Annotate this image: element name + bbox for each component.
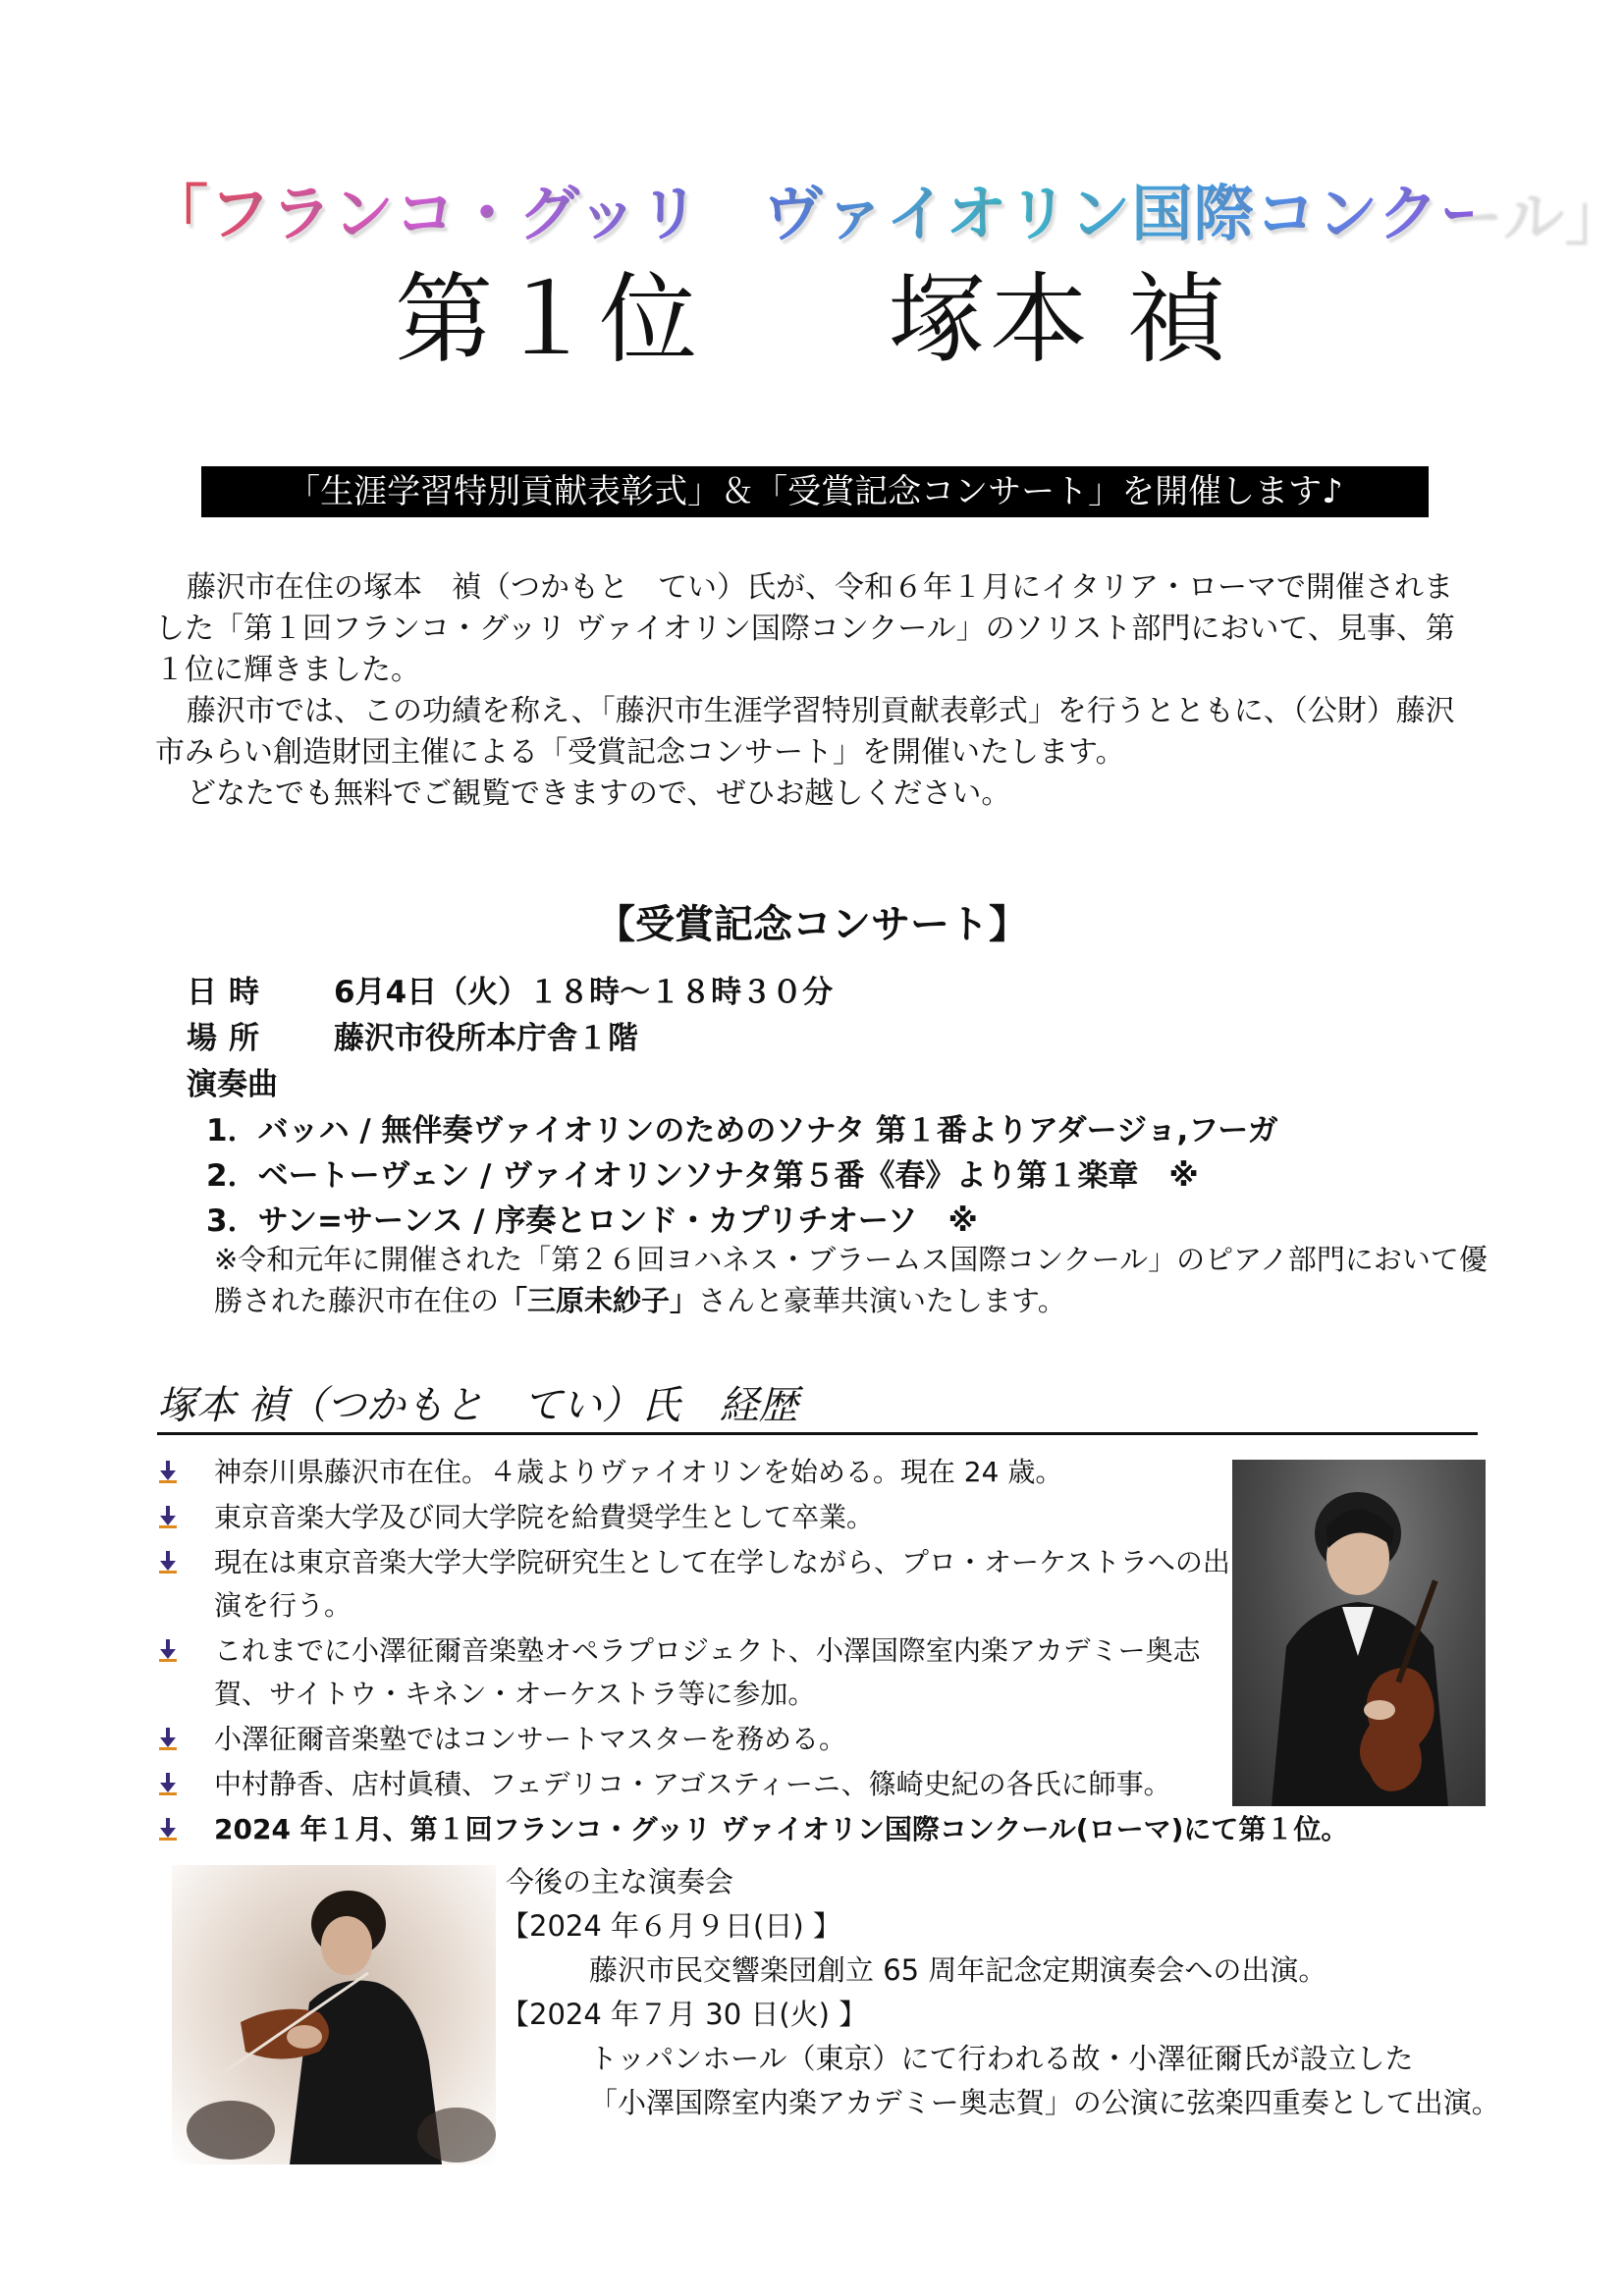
list-item: 中村静香、店村眞積、フェデリコ・アゴスティーニ、篠崎史紀の各氏に師事。 [157, 1763, 1237, 1806]
performance-photo [172, 1865, 496, 2164]
event-1-desc: 藤沢市民交響楽団創立 65 周年記念定期演奏会への出演。 [589, 1953, 1327, 1987]
concert-date [187, 967, 833, 1011]
list-item: これまでに小澤征爾音楽塾オペラプロジェクト、小澤国際室内楽アカデミー奥志賀、サイトウ・キネン・オーケストラ等に参加。 [157, 1629, 1237, 1716]
program-piece-1: 1．バッハ / 無伴奏ヴァイオリンのためのソナタ 第１番よりアダージョ,フーガ [206, 1113, 1278, 1148]
violinist-performing-image [172, 1865, 496, 2164]
intro-paragraph: 藤沢市在住の塚本 禎（つかもと てい）氏が、令和６年１月にイタリア・ローマで開催されました「第１回フランコ・グッリ ヴァイオリン国際コンクール」のソリスト部門において、見事、第１位に輝きました。 [155, 570, 1455, 687]
date-value: 6月4日（火）１８時～１８時３０分 [334, 975, 834, 1010]
arrow-bullet-icon [157, 1637, 179, 1663]
arrow-bullet-icon [157, 1726, 179, 1751]
program-note [214, 1239, 1490, 1321]
violinist-portrait-image [1232, 1460, 1486, 1806]
arrow-bullet-icon [157, 1504, 179, 1529]
list-item: 小澤征爾音楽塾ではコンサートマスターを務める。 [157, 1718, 1237, 1761]
venue-label: 場所 [187, 1021, 271, 1056]
bio-list [157, 1451, 1349, 1853]
program-piece-3: 3．サン=サーンス / 序奏とロンド・カプリチオーソ ※ [206, 1203, 978, 1239]
arrow-bullet-icon [157, 1459, 179, 1484]
list-item: 神奈川県藤沢市在住。４歳よりヴァイオリンを始める。現在 24 歳。 [157, 1451, 1237, 1494]
competition-title: 「フランコ・グッリ ヴァイオリン国際コンクール」 [147, 165, 1473, 252]
intro-text [155, 567, 1471, 815]
list-item: 東京音楽大学及び同大学院を給費奨学生として卒業。 [157, 1496, 1237, 1539]
portrait-photo [1232, 1460, 1486, 1806]
award-place: 第１位 [395, 262, 702, 377]
event-2-desc-line1: トッパンホール（東京）にて行われる故・小澤征爾氏が設立した [589, 2042, 1414, 2075]
program-piece-2: 2．ベートーヴェン / ヴァイオリンソナタ第５番《春》より第１楽章 ※ [206, 1158, 1199, 1194]
intro-paragraph: どなたでも無料でご観覧できますので、ぜひお越しください。 [187, 776, 1011, 811]
event-1-date: 【2024 年６月９日(日) 】 [501, 1909, 841, 1943]
bio-title: 塚本 禎（つかもと てい）氏 経歴 [157, 1379, 1478, 1435]
intro-paragraph: 藤沢市では、この功績を称え、「藤沢市生涯学習特別貢献表彰式」を行うとともに、（公財）藤沢市みらい創造財団主催による「受賞記念コンサート」を開催いたします。 [155, 694, 1455, 770]
upcoming-heading: 今後の主な演奏会 [506, 1865, 734, 1898]
awardee-name: 塚本 禎 [888, 262, 1229, 377]
note-text-end: さんと豪華共演いたします。 [698, 1284, 1066, 1317]
concert-venue [187, 1013, 638, 1057]
concert-title: 【受賞記念コンサート】 [596, 902, 1028, 947]
event-2-desc-line2: 「小澤国際室内楽アカデミー奥志賀」の公演に弦楽四重奏として出演。 [589, 2086, 1500, 2119]
note-text: ※令和元年に開催された「第２６回ヨハネス・ブラームス国際コンクール」のピアノ部門において優勝された藤沢市在住の [214, 1243, 1488, 1317]
program-label: 演奏曲 [187, 1067, 278, 1102]
venue-value: 藤沢市役所本庁舎１階 [334, 1021, 638, 1056]
date-label: 日時 [187, 975, 271, 1010]
arrow-bullet-icon [157, 1816, 179, 1842]
award-heading [0, 240, 1624, 382]
event-2-date: 【2024 年７月 30 日(火) 】 [501, 1998, 868, 2031]
arrow-bullet-icon [157, 1771, 179, 1796]
event-banner: 「生涯学習特別貢献表彰式」＆「受賞記念コンサート」を開催します♪ [201, 466, 1429, 517]
pianist-name: 「三原未紗子」 [499, 1284, 699, 1317]
list-item: 2024 年１月、第１回フランコ・グッリ ヴァイオリン国際コンクール(ローマ)にて第１位。 [157, 1808, 1237, 1851]
arrow-bullet-icon [157, 1549, 179, 1575]
list-item: 現在は東京音楽大学大学院研究生として在学しながら、プロ・オーケストラへの出演を行う。 [157, 1541, 1237, 1628]
